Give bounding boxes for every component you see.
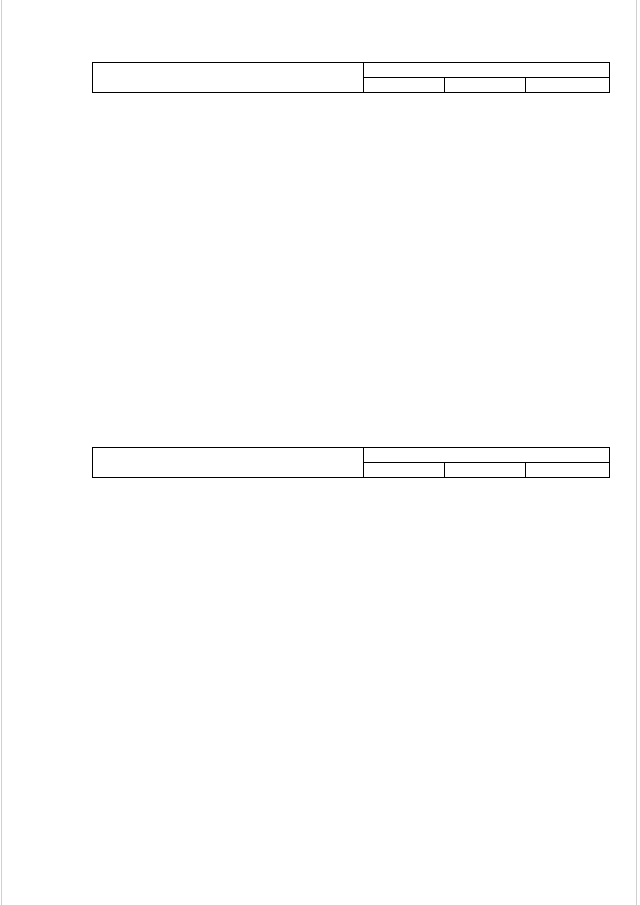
header-year-2020 [445, 463, 526, 477]
scan-edge-left [1, 0, 2, 905]
header-year-2021 [526, 78, 610, 92]
header-year-2019 [364, 463, 445, 477]
header-name-column [93, 63, 364, 92]
header-year-2021 [526, 463, 610, 477]
top-table-header [92, 62, 610, 93]
header-sum [364, 448, 609, 463]
header-name-column [93, 448, 364, 477]
scan-edge-right [636, 0, 637, 905]
bottom-table-header [92, 447, 610, 478]
header-year-2019 [364, 78, 445, 92]
header-sum [364, 63, 609, 78]
header-year-2020 [445, 78, 526, 92]
